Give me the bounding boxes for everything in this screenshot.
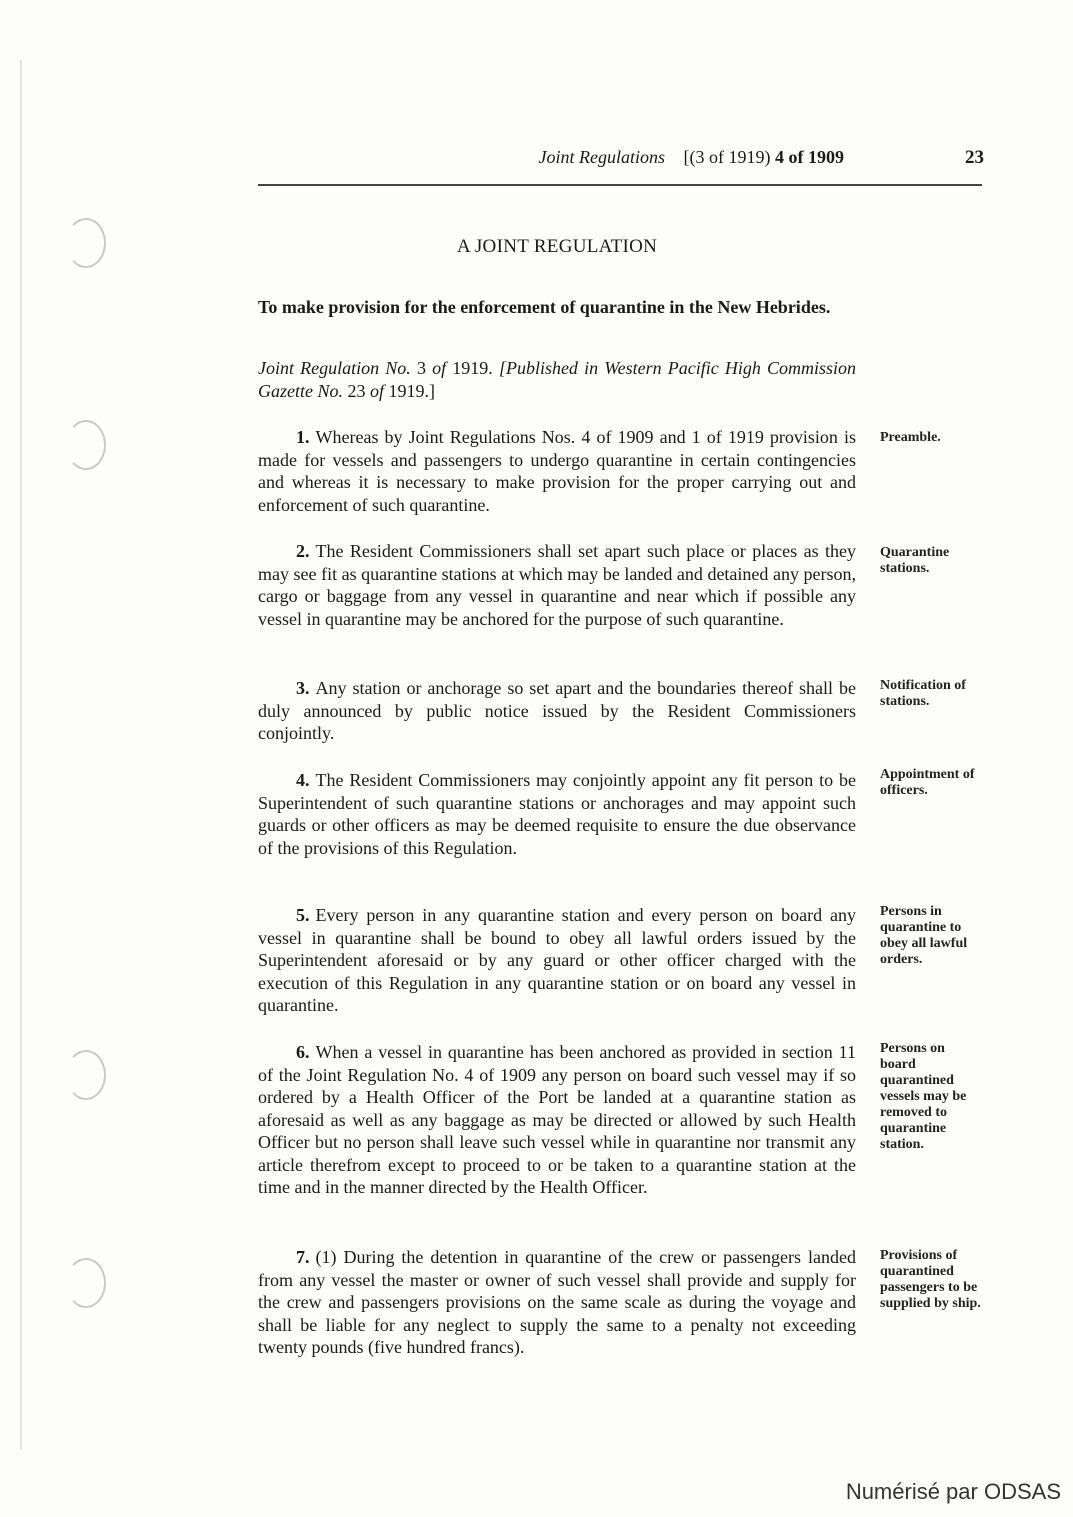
margin-note-2: Quarantine stations.	[880, 545, 950, 576]
section-6	[258, 1041, 856, 1199]
section-1	[258, 426, 856, 516]
page-number: 23	[965, 147, 984, 168]
section-2	[258, 540, 856, 630]
citation-year-2: 1919.]	[388, 380, 436, 401]
section-text: Every person in any quarantine station and every person on board any vessel in quarantine shall be bound to obey all lawful orders issued by the Superintendent aforesaid or by any guard or other officer charged with the execution of this Regulation in any quarantine station or on board any vessel in quarantine.	[258, 905, 856, 1015]
section-text: The Resident Commissioners shall set apart such place or places as they may see fit as quarantine stations at which may be landed and detained any person, cargo or baggage from any vessel in quarantine and near which if possible any vessel in quarantine may be anchored for the purpose of such quarantine.	[258, 541, 856, 629]
margin-note-6: Persons on board quarantined vessels may be removed to quarantine station.	[880, 1041, 967, 1152]
section-number: 4.	[296, 770, 310, 790]
digitization-stamp: Numérisé par ODSAS	[845, 1479, 1061, 1504]
margin-note-3: Notification of stations.	[880, 678, 966, 709]
header-reference-bold: 4 of 1909	[775, 147, 844, 167]
section-number: 7.	[296, 1247, 310, 1267]
section-7	[258, 1246, 856, 1359]
section-text: Any station or anchorage so set apart and the boundaries thereof shall be duly announced by public notice issued by the Resident Commissioners conjointly.	[258, 678, 856, 743]
section-5	[258, 904, 856, 1017]
citation-gazette-number: 23	[347, 380, 366, 401]
section-text: When a vessel in quarantine has been anchored as provided in section 11 of the Joint Regulation No. 4 of 1909 any person on board such vessel may if so ordered by a Health Officer of the Port be landed at a quarantine station as aforesaid as well as any baggage as may be directed or allowed by such Health Officer but no person shall leave such vessel while in quarantine nor transmit any article therefrom except to proceed to or be taken to a quarantine station at the time and in the manner directed by the Health Officer.	[258, 1042, 856, 1197]
section-number: 2.	[296, 541, 310, 561]
binder-hole	[66, 1258, 106, 1308]
header-title	[539, 147, 844, 168]
section-text: Whereas by Joint Regulations Nos. 4 of 1909 and 1 of 1919 provision is made for vessels and passengers to undergo quarantine in certain contingencies and whereas it is necessary to make provision for the proper carrying out and enforcement of such quarantine.	[258, 427, 856, 515]
document-title: A JOINT REGULATION	[456, 236, 658, 257]
citation-name: Joint Regulation No.	[258, 358, 411, 378]
binder-hole	[66, 218, 106, 268]
section-4	[258, 769, 856, 859]
citation-of-2: of	[370, 380, 385, 401]
section-text: The Resident Commissioners may conjointly appoint any fit person to be Superintendent of such quarantine stations or anchorages and may appoint such guards or other officers as may be deemed requisite to ensure the due observance of the provisions of this Regulation.	[258, 770, 856, 858]
citation-year: 1919.	[452, 358, 493, 378]
section-3	[258, 677, 856, 745]
section-number: 5.	[296, 905, 310, 925]
margin-note-1: Preamble.	[880, 430, 941, 445]
running-title: Joint Regulations	[538, 147, 666, 167]
section-number: 6.	[296, 1042, 310, 1062]
purpose-statement: To make provision for the enforcement of quarantine in the New Hebrides.	[258, 297, 831, 317]
margin-note-4: Appointment of officers.	[880, 767, 975, 798]
binder-hole	[66, 420, 106, 470]
citation-published: [Published in Western Pacific High Commission Gazette No.	[258, 358, 857, 401]
section-text: (1) During the detention in quarantine of the crew or passengers landed from any vessel the master or owner of such vessel shall provide and supply for the crew and passengers provisions on the same scale as during the voyage and shall be liable for any neglect to supply the same to a penalty not exceeding twenty pounds (five hundred francs).	[258, 1247, 856, 1357]
header-reference: [(3 of 1919)	[683, 147, 771, 167]
margin-note-5: Persons in quarantine to obey all lawful orders.	[880, 904, 968, 967]
running-header	[258, 147, 984, 171]
citation	[258, 357, 856, 402]
binder-hole	[66, 1050, 106, 1100]
page-edge	[20, 60, 22, 1450]
section-number: 3.	[296, 678, 310, 698]
margin-note-7: Provisions of quarantined passengers to be supplied by ship.	[880, 1248, 981, 1311]
section-number: 1.	[296, 427, 310, 447]
citation-of: of	[432, 358, 447, 378]
citation-number: 3	[416, 358, 426, 378]
header-rule	[258, 184, 982, 186]
